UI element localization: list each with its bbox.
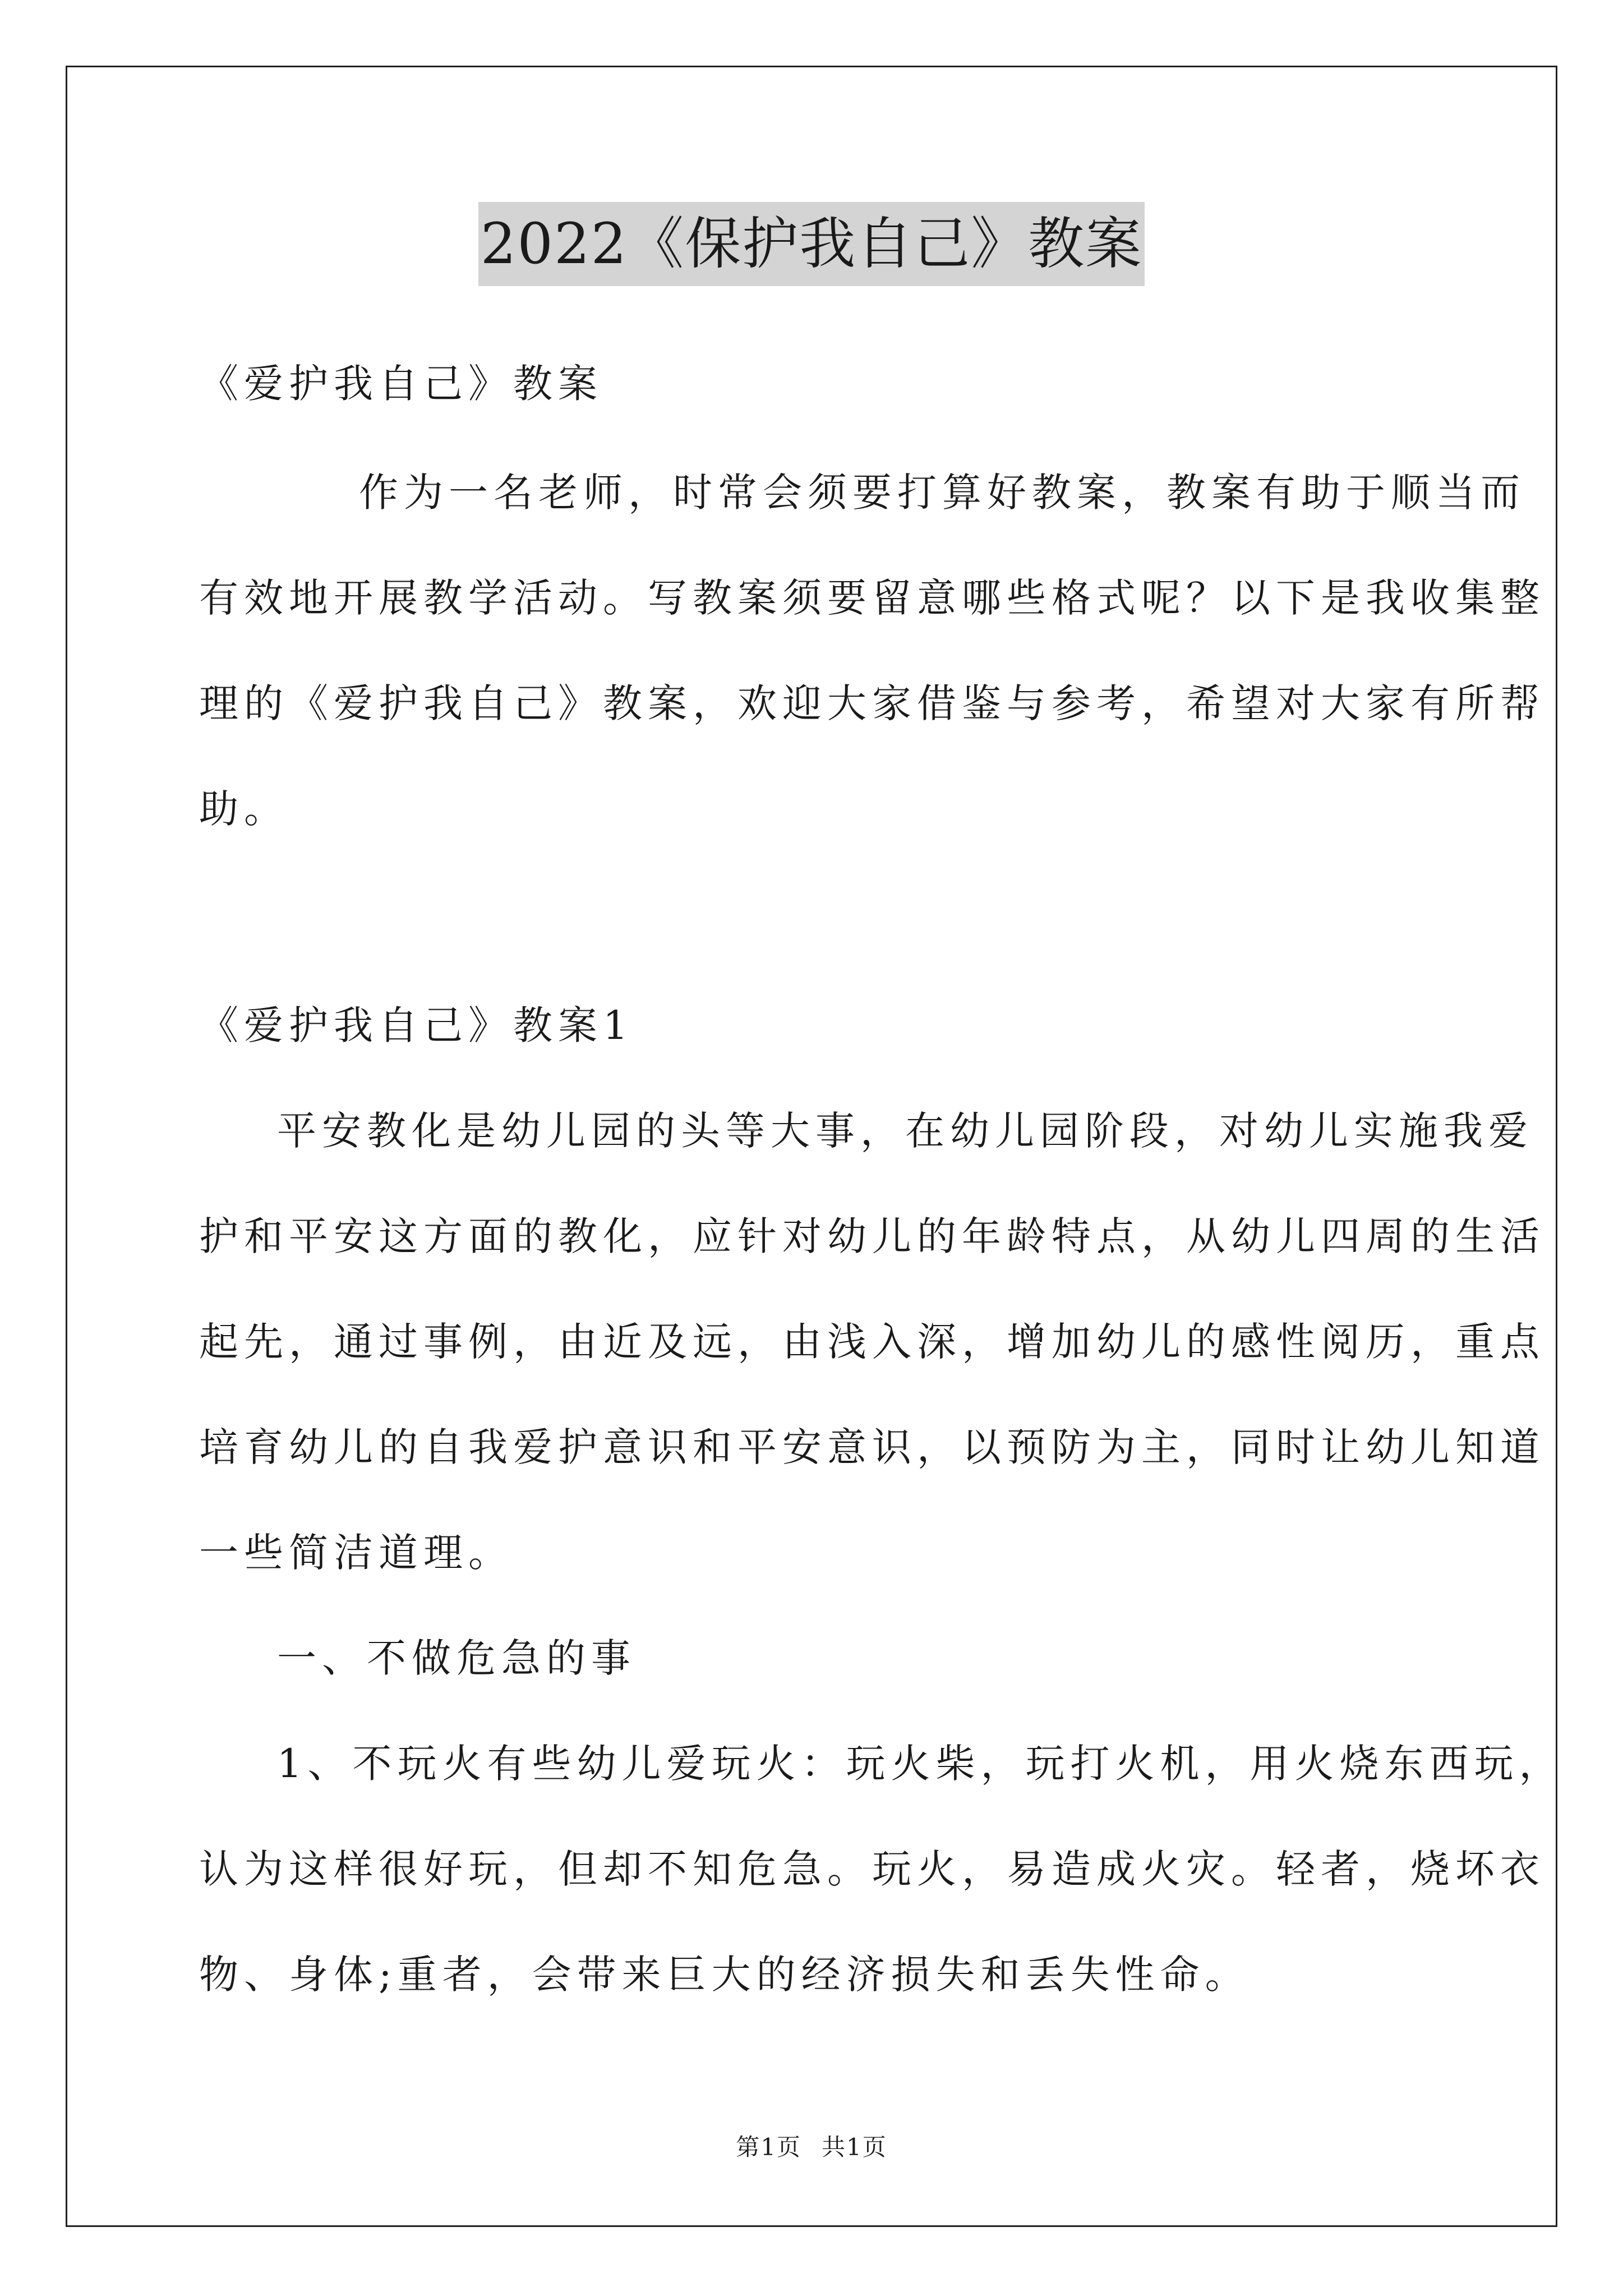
paragraph-line: 护和平安这方面的教化，应针对幼儿的年龄特点，从幼儿四周的生活 [199,1213,1545,1259]
paragraph-line: 培育幼儿的自我爱护意识和平安意识，以预防为主，同时让幼儿知道 [199,1424,1545,1470]
paragraph-line: 一些简洁道理。 [199,1530,513,1576]
section-heading: 《爱护我自己》教案1 [199,1002,634,1048]
item-line: 认为这样很好玩，但却不知危急。玩火，易造成火灾。轻者，烧坏衣 [199,1846,1545,1892]
item-line: 1、不玩火有些幼儿爱玩火：玩火柴，玩打火机，用火烧东西玩， [277,1741,1564,1787]
document-title: 2022《保护我自己》教案 [478,202,1145,286]
intro-line: 理的《爱护我自己》教案，欢迎大家借鉴与参考，希望对大家有所帮 [199,680,1545,726]
page-total: 共1页 [822,2133,887,2161]
paragraph-line: 起先，通过事例，由近及远，由浅入深，增加幼儿的感性阅历，重点 [199,1319,1545,1365]
intro-line: 作为一名老师，时常会须要打算好教案，教案有助于顺当而 [359,470,1525,516]
intro-line: 助。 [199,786,289,832]
intro-line: 有效地开展教学活动。写教案须要留意哪些格式呢？以下是我收集整 [199,575,1545,621]
item-line: 物、身体;重者，会带来巨大的经济损失和丢失性命。 [199,1952,1250,1998]
page-footer [0,2129,1623,2162]
page-number: 第1页 [736,2133,801,2161]
document-subtitle: 《爱护我自己》教案 [199,361,603,407]
item-heading: 一、不做危急的事 [277,1635,636,1681]
paragraph-line: 平安教化是幼儿园的头等大事，在幼儿园阶段，对幼儿实施我爱 [277,1108,1533,1154]
title-container [0,202,1623,286]
